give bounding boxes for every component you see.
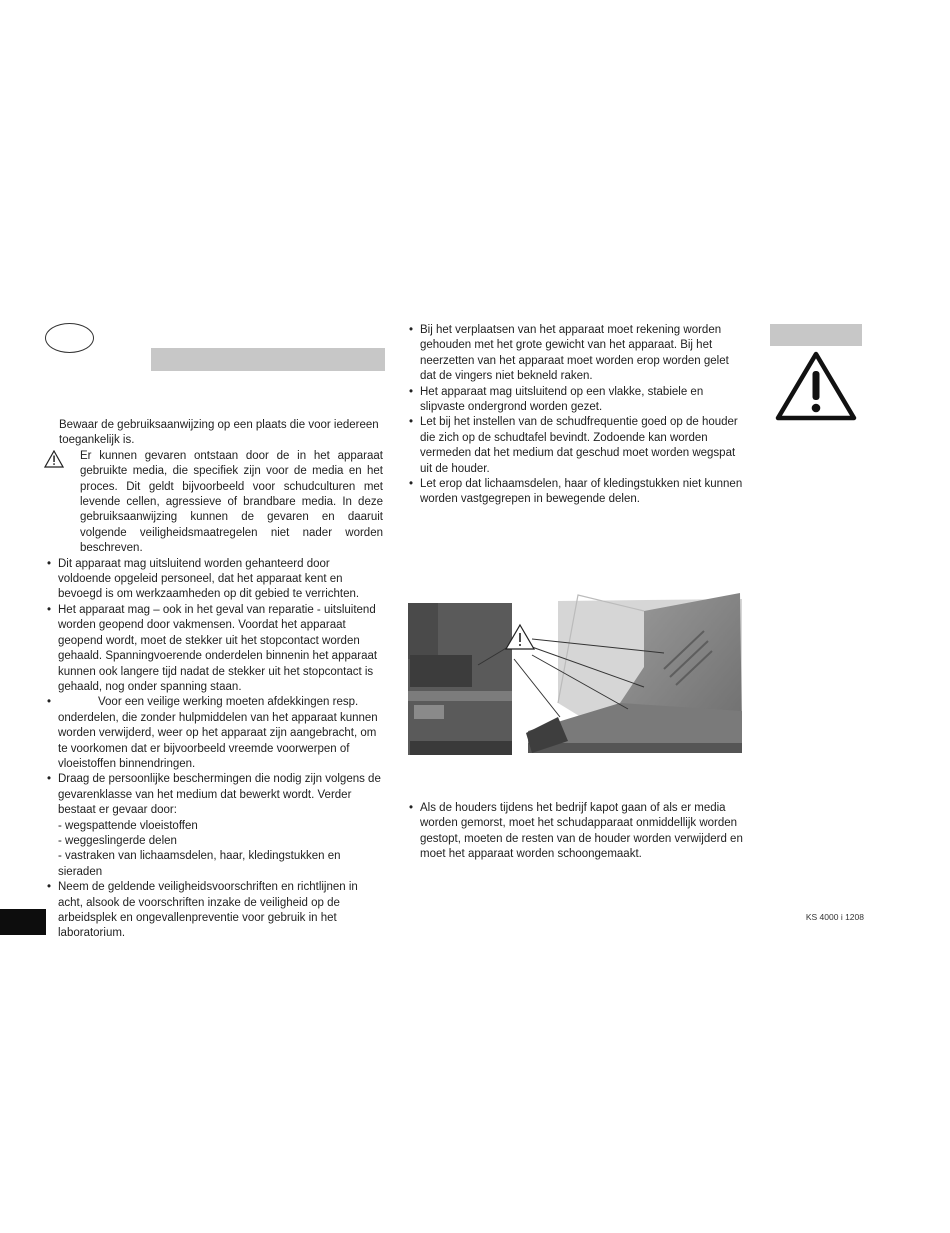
- list-item: • Dit apparaat mag uitsluitend worden gehanteerd door voldoende opgeleid personeel, dat het apparaat kent en bevoegd is om werkzaamheden op dit gebied te verrichten.: [47, 557, 383, 603]
- list-item-text: Voor een veilige werking moeten afdekkingen resp. onderdelen, die zonder hulpmiddelen van het apparaat kunnen worden verwijderd, weer op het apparaat zijn aangebracht, om te voorkomen dat er bijvoorbeeld vreemde voorwerpen of vloeistoffen binnendringen.: [58, 696, 378, 770]
- intro-text: Bewaar de gebruiksaanwijzing op een plaats die voor iedereen toegankelijk is.: [59, 419, 379, 447]
- hazard-item: - vastraken van lichaamsdelen, haar, kledingstukken en sieraden: [58, 850, 341, 878]
- list-item: • Let bij het instellen van de schudfrequentie goed op de houder die zich op de schudtafel bevindt. Zodoende kan worden vermeden dat het medium dat geschud moet worden wegspat uit de houder.: [409, 415, 747, 477]
- list-item: • Het apparaat mag uitsluitend op een vlakke, stabiele en slipvaste ondergrond worden gezet.: [409, 385, 747, 416]
- list-item: • Het apparaat mag – ook in het geval van reparatie - uitsluitend worden geopend door vakmensen. Voordat het apparaat geopend wordt, moet de stekker uit het stopcontact worden gehaald. Spanningvoerende onderdelen binnenin het apparaat kunnen ook langere tijd nadat de stekker uit het stopcontact is gehaald, nog onder spanning staan.: [47, 603, 383, 695]
- hazard-item: - weggeslingerde delen: [58, 834, 177, 847]
- right-column: [409, 323, 747, 508]
- warning-icon: [44, 450, 64, 473]
- list-item: [47, 695, 383, 772]
- left-column: [47, 418, 383, 942]
- warning-paragraph: [47, 449, 383, 557]
- hazard-item: - wegspattende vloeistoffen: [58, 819, 198, 832]
- section-heading-bar: [151, 348, 385, 371]
- document-code: KS 4000 i 1208: [805, 912, 864, 922]
- list-item: • Draag de persoonlijke beschermingen die nodig zijn volgens de gevarenklasse van het medium dat bewerkt wordt. Verder bestaat er gevaar door:: [47, 772, 383, 818]
- list-item: • Let erop dat lichaamsdelen, haar of kledingstukken niet kunnen worden vastgegrepen in bewegende delen.: [409, 477, 747, 508]
- list-item: • Bij het verplaatsen van het apparaat moet rekening worden gehouden met het grote gewicht van het apparaat. Bij het neerzetten van het apparaat moet worden erop worden gelet dat de vingers niet bekneld raken.: [409, 323, 747, 385]
- list-item: • Als de houders tijdens het bedrijf kapot gaan of als er media worden gemorst, moet het schudapparaat onmiddellijk worden gestopt, moeten de resten van de houder worden verwijderd en moet het apparaat worden schoongemaakt.: [409, 801, 747, 863]
- warning-text: Er kunnen gevaren ontstaan door de in het apparaat gebruikte media, die specifiek zijn voor de media en het proces. Dit geldt bijvoorbeeld voor schudculturen met levende cellen, agressieve of brandbare media. In deze gebruiksaanwijzing kunnen de gevaren en daaruit volgende veiligheidsmaatregelen niet nader worden beschreven.: [80, 449, 383, 555]
- language-marker: [45, 323, 94, 353]
- warning-heading-bar: [770, 324, 862, 346]
- right-bottom-column: [409, 801, 747, 863]
- shaker-device-illustration: [408, 591, 752, 765]
- list-item: • Neem de geldende veiligheidsvoorschriften en richtlijnen in acht, alsook de voorschriften inzake de veiligheid op de arbeidsplek en ongevallenpreventie voor gebruik in het laboratorium.: [47, 880, 383, 942]
- page-tab-marker: [0, 909, 46, 935]
- warning-triangle-icon: [775, 350, 857, 422]
